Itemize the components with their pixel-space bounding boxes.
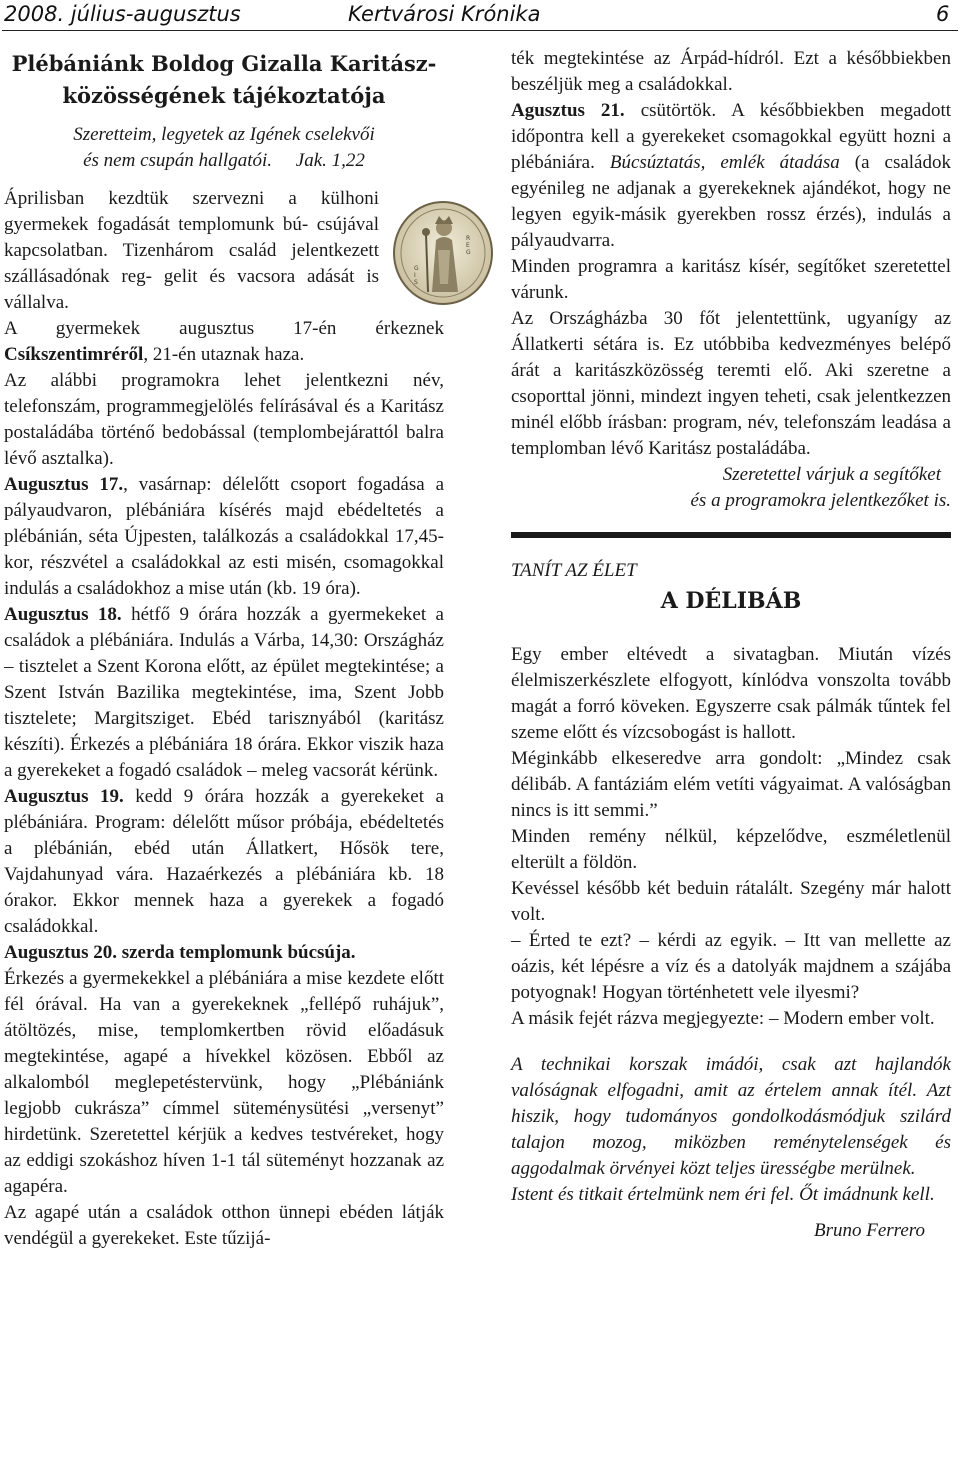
- program-aug21: Agusztus 21. csütörtök. A későbbiekben megadott időpontra kell a gyerekeket csomagokkal együtt hozni a plébániára. Búcsúztatás, emlék átadása (a családok egyénileg ne adjanak a gyerekeknek ajándékot, hogy ne legyen egyik-másik gyerekben rossz érzés), indulás a pályaudvarra.: [511, 100, 951, 251]
- program-aug17: Augusztus 17., vasárnap: délelőtt csoport fogadása a pályaudvaron, plébániára kísérés majd ebédeltetés a plébánián, séta Újpesten, találkozás a családokkal 17,45-kor, részvétel a családokkal az esti misén, csomagokkal indulás a családokhoz a mise után (kb. 19 óra).: [4, 474, 444, 599]
- story-paragraph: Méginkább elkeseredve arra gondolt: „Mindez csak délibáb. A fantáziám elém vetíti vágyaimat. A valóságban nincs is itt semmi.”: [511, 748, 951, 821]
- parliament-paragraph: Az Országházba 30 főt jelentettünk, ugyanígy az Állatkerti sétára is. Ez utóbbiba kedvezményes belépő árát a karitászközösség teremti elő. Aki szeretne a csoporttal jönni, mindezt ingyen teheti, csak jelentkezzen minél előbb írásban: program, név, telefonszám leadása a templomban lévő Karitász postaládába.: [511, 308, 951, 459]
- header-rule: [2, 30, 958, 31]
- left-column: [4, 48, 444, 1252]
- program-aug20-heading: Augusztus 20. szerda templomunk búcsúja.: [4, 942, 356, 963]
- svg-text:R: R: [466, 235, 471, 242]
- arrival-paragraph: A gyermekek augusztus 17-én érkeznek Csíkszentimréről, 21-én utaznak haza.: [4, 318, 444, 365]
- section-label: TANÍT AZ ÉLET: [511, 560, 637, 581]
- page-number: 6: [936, 2, 950, 26]
- intro-paragraph: Áprilisban kezdtük szervezni a külhoni gyermekek fogadását templomunk bú- csújával kapcsolatban. Tizenhárom család jelentkezett szállásadónak reg- gelit és vacsora adását is vállalva.: [4, 188, 379, 313]
- escort-paragraph: Minden programra a karitász kísér, segítőket szeretettel várunk.: [511, 256, 951, 303]
- story-paragraph: – Érted te ezt? – kérdi az egyik. – Itt van mellette az oázis, két lépésre a víz és a datolyák majdnem a szájába potyognak! Hogyan történhetett vele ilyesmi?: [511, 930, 951, 1003]
- program-aug19: Augusztus 19. kedd 9 órára hozzák a gyerekeket a plébániára. Program: délelőtt műsor próbája, ebédeltetés a plébánián, ebéd után Állatkert, Hősök tere, Vajdahunyad vára. Hazaérkezés a plébániára kb. 18 órakor. Ekkor mennek haza a gyerekek a fogadó családokkal.: [4, 786, 444, 937]
- publication-name: Kertvárosi Krónika: [348, 2, 541, 26]
- closing-line-2: és a programokra jelentkezőket is.: [690, 490, 951, 511]
- svg-text:E: E: [466, 242, 470, 249]
- moral-paragraph: A technikai korszak imádói, csak azt hajlandók valóságnak elfogadni, amit az értelem annak ítél. Azt hiszik, hogy tudományos gondolkodásmódjuk szilárd talajon mozog, miközben reménytelenségek és aggodalmak örvényei közt teljes ürességbe merülnek.: [511, 1054, 951, 1179]
- article-title: Plébániánk Boldog Gizalla Karitász- közösségének tájékoztatója: [11, 51, 437, 108]
- signup-paragraph: Az alábbi programokra lehet jelentkezni név, telefonszám, programmegjelölés felírásával és a Karitász postaládába történő bedobással (templombejárattól balra lévő asztalka).: [4, 370, 444, 469]
- moral-paragraph: Istent és titkait értelmünk nem éri fel. Őt imádnunk kell.: [511, 1184, 935, 1205]
- story-author: Bruno Ferrero: [814, 1220, 925, 1241]
- saint-medallion-image: [392, 200, 494, 306]
- story-paragraph: Minden remény nélkül, képzelődve, eszméletlenül elterült a földön.: [511, 826, 951, 873]
- svg-text:S: S: [414, 279, 418, 286]
- section-divider: [511, 532, 951, 538]
- page-header: [0, 0, 960, 30]
- closing-line-1: Szeretettel várjuk a segítőket: [722, 464, 941, 485]
- issue-date: 2008. július-augusztus: [4, 2, 241, 26]
- program-aug18: Augusztus 18. hétfő 9 órára hozzák a gyermekeket a családok a plébániára. Indulás a Várba, 14,30: Országház – tisztelet a Szent Korona előtt, az épület megtekintése; a Szent István Bazilika megtekintése, ima, Szent Jobb tisztelete; Margitsziget. Ebéd tarisznyából (karitász készíti). Érkezés a plébániára 18 órára. Ekkor viszik haza a gyerekeket a fogadó családok – meleg vacsorát kérünk.: [4, 604, 444, 781]
- story-title: A DÉLIBÁB: [660, 588, 802, 614]
- story-paragraph: Egy ember eltévedt a sivatagban. Miután vízés élelmiszerkészlete elfogyott, kínlódva vonszolta tovább magát a forró köveken. Egyszerre csak pálmák tűntek fel szeme előtt és vízcsobogást is hallott.: [511, 644, 951, 743]
- svg-text:I: I: [414, 272, 416, 279]
- story-paragraph: Kevéssel később két beduin rátalált. Szegény már halott volt.: [511, 878, 951, 925]
- bible-quote: Szeretteim, legyetek az Igének cselekvői és nem csupán hallgatói. Jak. 1,22: [73, 124, 375, 171]
- svg-text:G: G: [414, 265, 419, 272]
- agape-paragraph: Az agapé után a családok otthon ünnepi ebéden látják vendégül a gyerekeket. Este tűzijá-: [4, 1202, 444, 1249]
- fireworks-paragraph: ték megtekintése az Árpád-hídról. Ezt a későbbiekben beszéljük meg a családokkal.: [511, 48, 951, 95]
- svg-text:G: G: [466, 249, 471, 256]
- right-column: [511, 46, 951, 1244]
- story-paragraph: A másik fejét rázva megjegyezte: – Modern ember volt.: [511, 1008, 935, 1029]
- program-aug20: Érkezés a gyermekekkel a plébániára a mise kezdete előtt fél órával. Ha van a gyerekeknek „fellépő ruhájuk”, átöltözés, mise, templomkertben rövid előadásuk megtekintése, agapé a hívekkel közösen. Ebből az alkalomból meglepetéstervünk, hogy „Plébániánk legjobb cukrásza” címmel süteménysütési „versenyt” hirdetünk. Szeretettel kérjük a kedves testvéreket, hogy az eddigi szokáshoz híven 1-1 tál süteményt hozzanak az agapéra.: [4, 968, 444, 1197]
